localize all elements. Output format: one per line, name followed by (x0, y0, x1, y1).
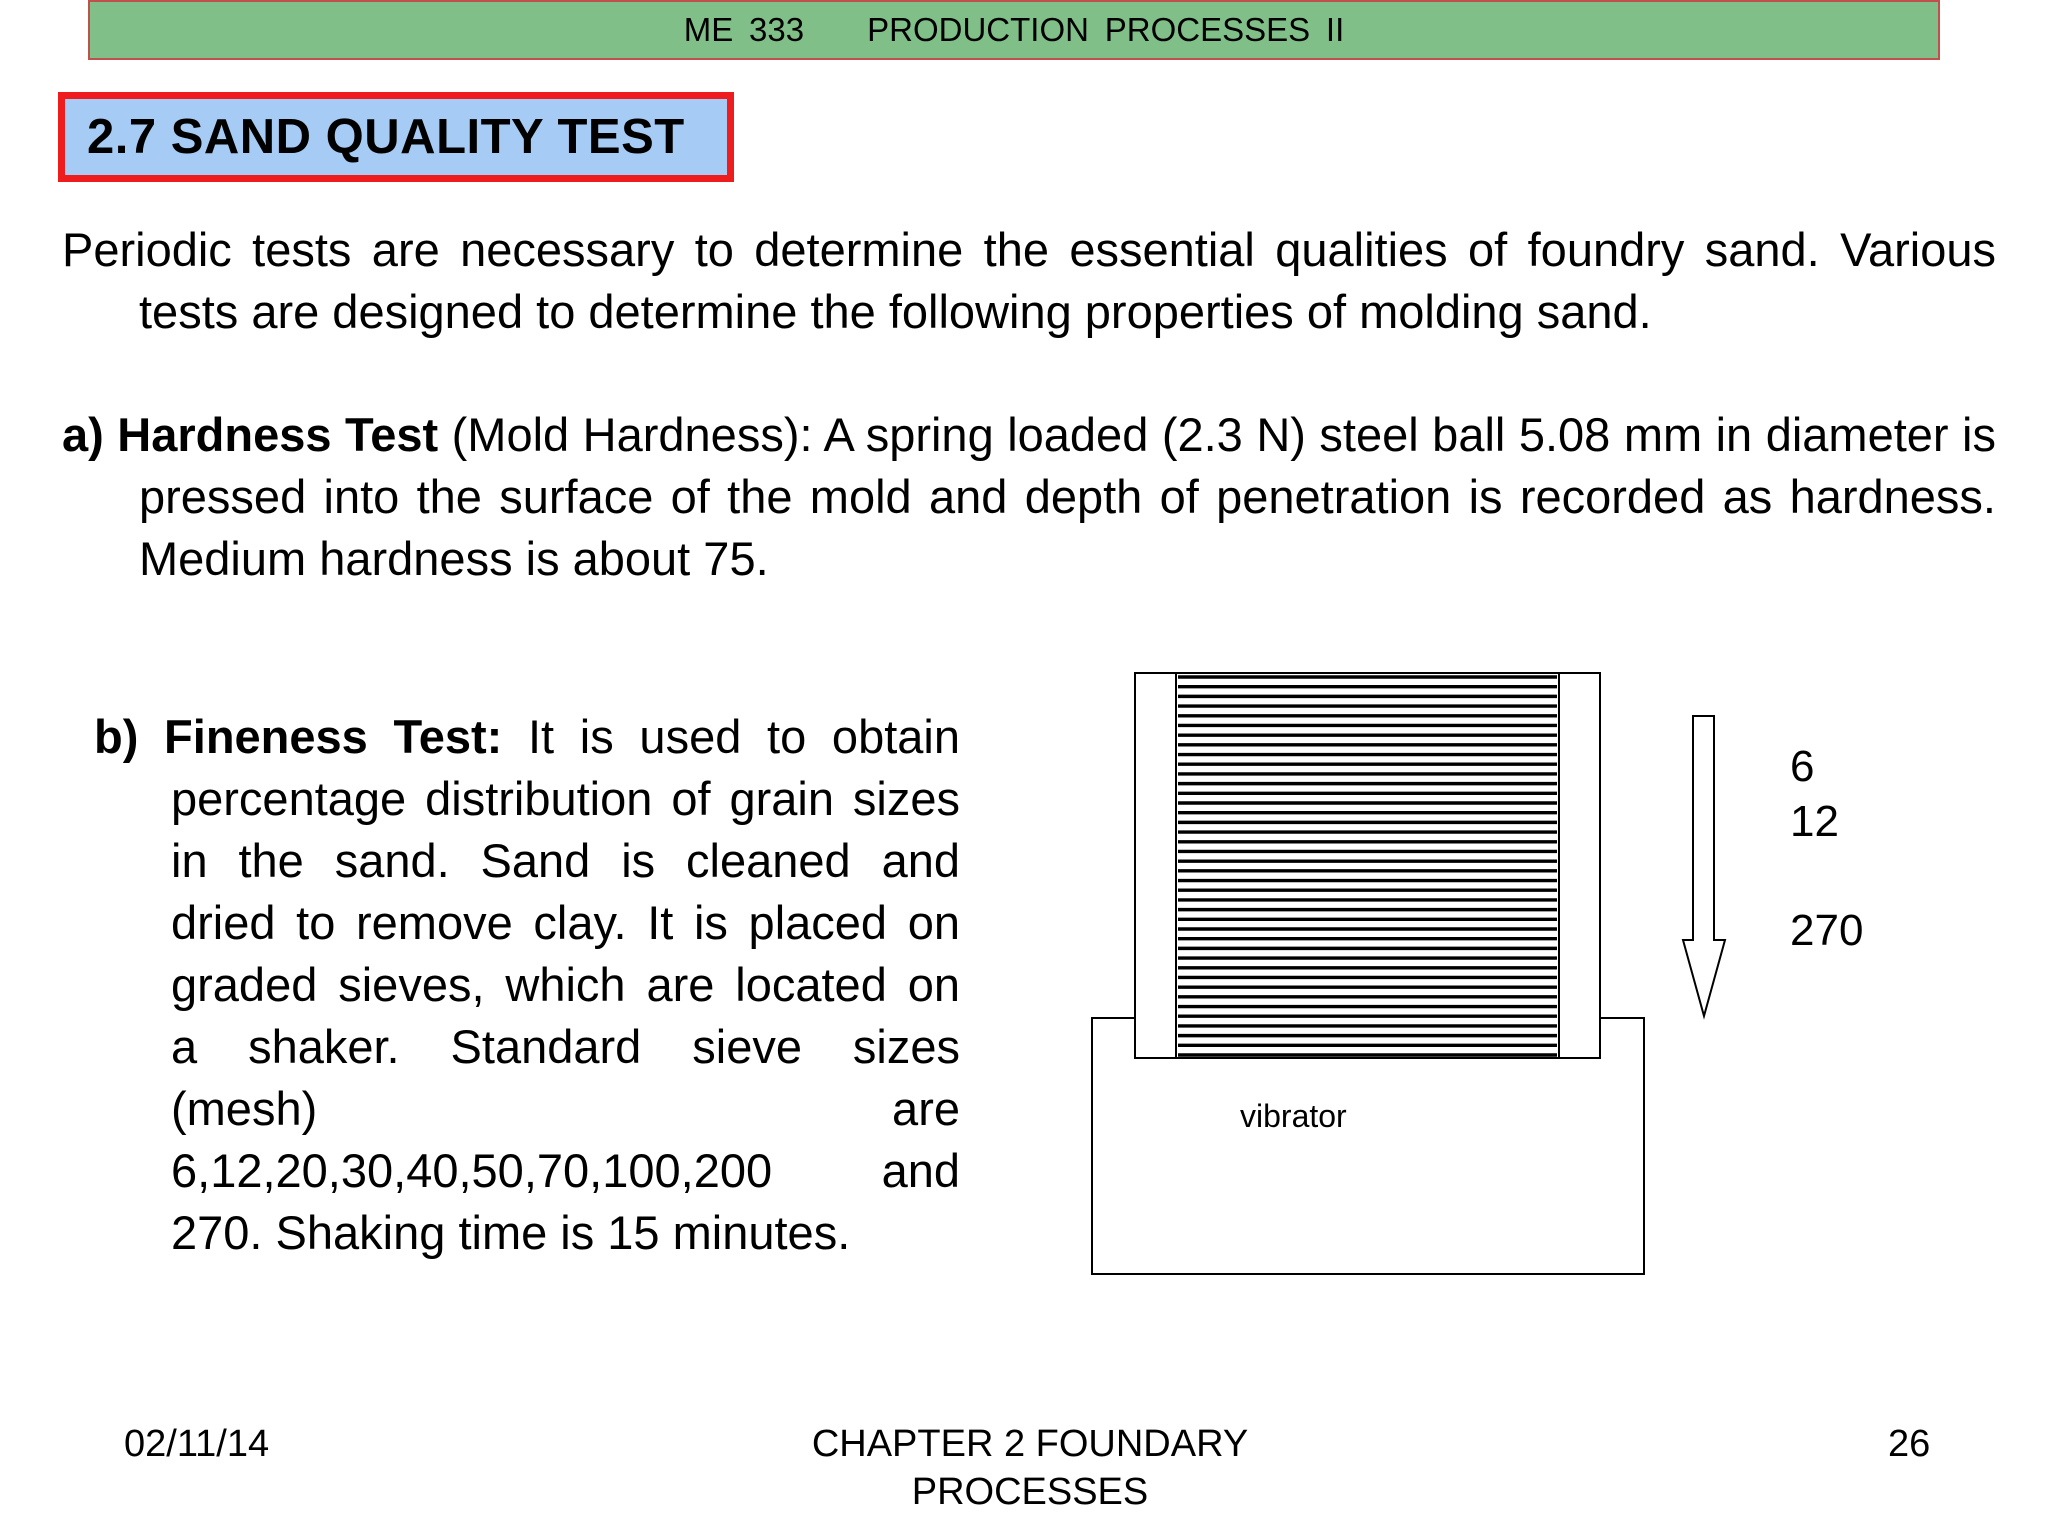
mesh-label-second: 12 (1790, 797, 1839, 846)
hardness-label: a) Hardness Test (62, 408, 439, 461)
footer-page-number: 26 (1888, 1423, 1931, 1465)
footer-chapter: CHAPTER 2 FOUNDARY PROCESSES (811, 1423, 1249, 1513)
hardness-text: (Mold Hardness): A spring loaded (2.3 N) steel ball 5.08 mm in diameter is pressed into the surface of the mold and depth of penetration is recorded as hardness. Medium hardness is about 75. (139, 408, 1996, 585)
intro-text: Periodic tests are necessary to determine the essential qualities of foundry sand. Various tests are designed to determine the following properties of molding sand. (62, 223, 1996, 338)
mesh-label-top: 6 (1790, 742, 1815, 791)
mesh-label-bottom: 270 (1790, 906, 1864, 955)
section-title: 2.7 SAND QUALITY TEST (87, 110, 685, 164)
sieve-frame (1135, 673, 1600, 1058)
fineness-text: It is used to obtain percentage distribution of grain sizes in the sand. Sand is cleaned and dried to remove clay. It is placed on graded sieves, which are located on a shaker. Standard sieve sizes (mesh) are 6,12,20,30,40,50,70,100,200 and 270. Shaking time is 15 minutes. (171, 710, 960, 1259)
vibrator-label: vibrator (1240, 1098, 1347, 1134)
fineness-label: b) Fineness Test: (94, 710, 503, 763)
footer-date: 02/11/14 (124, 1423, 270, 1465)
down-arrow-icon (1683, 716, 1725, 1016)
course-title: ME 333 PRODUCTION PROCESSES II (683, 11, 1345, 48)
